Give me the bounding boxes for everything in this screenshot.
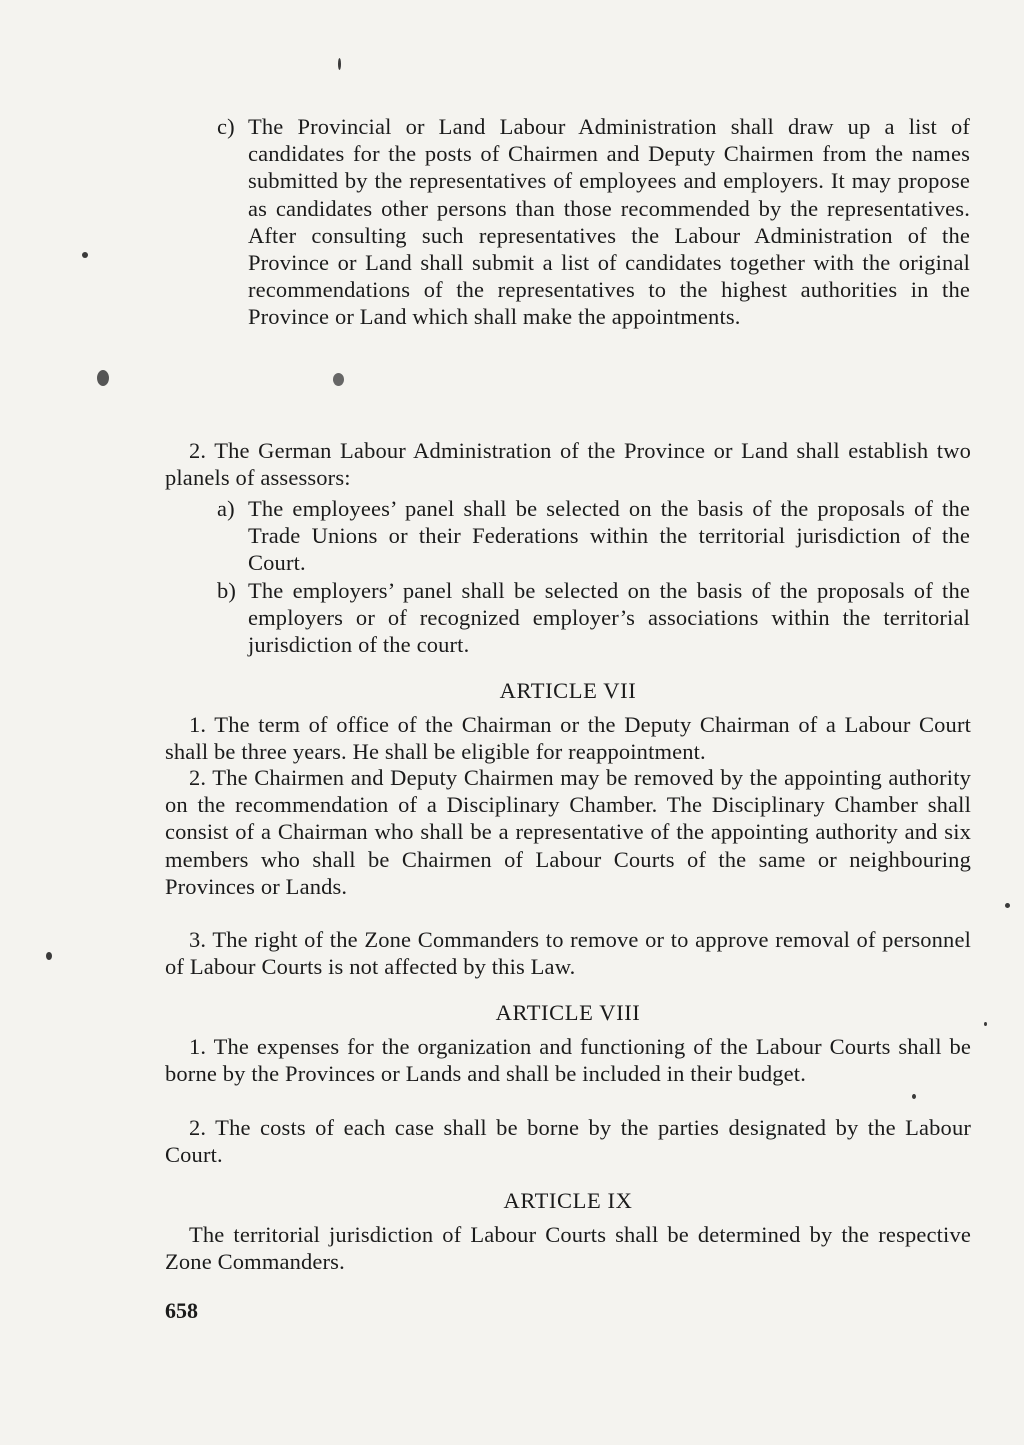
list-item-b bbox=[217, 577, 970, 659]
scan-speck bbox=[1005, 903, 1010, 908]
list-item-label: c) bbox=[217, 114, 235, 139]
list-item-c bbox=[217, 113, 970, 331]
page-number: 658 bbox=[165, 1298, 198, 1323]
scan-speck bbox=[46, 952, 52, 960]
scan-speck bbox=[97, 370, 109, 386]
article-7-paragraph-3: 3. The right of the Zone Commanders to remove or to approve removal of personnel of Labour Courts is not affected by this Law. bbox=[165, 927, 971, 980]
list-item-text: The employees’ panel shall be selected on the basis of the proposals of the Trade Unions or their Federations within the territorial jurisdiction of the Court. bbox=[248, 496, 970, 576]
article-8-heading: ARTICLE VIII bbox=[495, 1000, 641, 1025]
list-item-label: a) bbox=[217, 496, 235, 521]
scan-speck bbox=[984, 1022, 987, 1026]
paragraph-2: 2. The German Labour Administration of the Province or Land shall establish two planels of assessors: bbox=[165, 438, 971, 491]
scan-speck bbox=[338, 58, 341, 70]
scan-speck bbox=[912, 1094, 916, 1099]
list-item-text: The employers’ panel shall be selected on the basis of the proposals of the employers or of recognized employer’s associations within the territorial jurisdiction of the court. bbox=[248, 578, 970, 658]
article-8-paragraph-2: 2. The costs of each case shall be borne by the parties designated by the Labour Court. bbox=[165, 1115, 971, 1168]
article-9-paragraph-1: The territorial jurisdiction of Labour Courts shall be determined by the respective Zone Commanders. bbox=[165, 1222, 971, 1275]
list-item-label: b) bbox=[217, 578, 237, 603]
scan-speck bbox=[82, 252, 88, 258]
article-7-paragraph-1: 1. The term of office of the Chairman or the Deputy Chairman of a Labour Court shall be three years. He shall be eligible for reappointment. bbox=[165, 712, 971, 765]
article-7-paragraph-2: 2. The Chairmen and Deputy Chairmen may be removed by the appointing authority on the recommendation of a Disciplinary Chamber. The Disciplinary Chamber shall consist of a Chairman who shall be a representative of the appointing authority and six members who shall be Chairmen of Labour Courts of the same or neighbouring Provinces or Lands. bbox=[165, 765, 971, 899]
article-8-paragraph-1: 1. The expenses for the organization and functioning of the Labour Courts shall be borne by the Provinces or Lands and shall be included in their budget. bbox=[165, 1034, 971, 1087]
scan-speck bbox=[333, 373, 344, 386]
list-item-a bbox=[217, 495, 970, 577]
article-7-heading: ARTICLE VII bbox=[499, 678, 637, 703]
list-item-text: The Provincial or Land Labour Administration shall draw up a list of candidates for the posts of Chairmen and Deputy Chairmen from the names submitted by the representatives of employees and employers. It may propose as candidates other persons than those recommended by the representatives. After consulting such representatives the Labour Administration of the Province or Land shall submit a list of candidates together with the original recommendations of the representatives to the highest authorities in the Province or Land which shall make the appointments. bbox=[248, 114, 970, 330]
article-9-heading: ARTICLE IX bbox=[503, 1188, 633, 1213]
